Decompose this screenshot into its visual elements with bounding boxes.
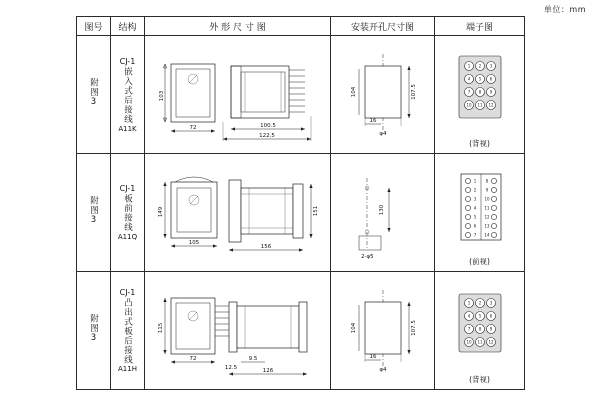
svg-text:2: 2 — [478, 300, 482, 306]
svg-text:149: 149 — [158, 206, 164, 218]
svg-text:107.5: 107.5 — [411, 320, 417, 336]
svg-text:115: 115 — [158, 322, 164, 334]
structure-model: CJ-1 — [119, 184, 136, 193]
fig-no-label: 附图3 — [88, 77, 99, 108]
cell-fig-no — [77, 272, 111, 390]
svg-text:3: 3 — [473, 196, 477, 202]
svg-text:12: 12 — [488, 339, 494, 345]
cell-mounting-drawing — [331, 272, 435, 390]
terminal-view-note: (背视) — [469, 139, 490, 148]
svg-text:1: 1 — [473, 178, 477, 184]
svg-text:φ4: φ4 — [379, 131, 387, 137]
structure-code: A11H — [118, 365, 137, 374]
svg-text:10: 10 — [466, 339, 472, 345]
cell-terminal-diagram — [435, 272, 525, 390]
svg-text:12: 12 — [484, 214, 490, 220]
svg-text:9: 9 — [485, 187, 489, 193]
table-row — [77, 272, 525, 390]
structure-desc: 凸出式板后接线 — [122, 297, 133, 365]
svg-text:5: 5 — [473, 214, 477, 220]
svg-text:3: 3 — [489, 63, 493, 69]
svg-text:16: 16 — [369, 118, 377, 124]
svg-text:12.5: 12.5 — [224, 365, 238, 371]
terminal-view-note: (前视) — [469, 257, 490, 266]
svg-text:6: 6 — [489, 76, 493, 82]
svg-text:11: 11 — [477, 339, 483, 345]
svg-text:4: 4 — [467, 76, 471, 82]
svg-text:2: 2 — [478, 63, 482, 69]
svg-text:12: 12 — [488, 102, 494, 108]
cell-outline-drawing — [145, 272, 331, 390]
svg-text:16: 16 — [369, 354, 377, 360]
svg-text:104: 104 — [351, 322, 357, 334]
cell-structure — [111, 272, 145, 390]
cell-structure — [111, 154, 145, 272]
svg-text:122.5: 122.5 — [259, 133, 275, 139]
fig-no-label: 附图3 — [88, 195, 99, 226]
svg-text:1: 1 — [467, 300, 471, 306]
column-header-outline: 外 形 尺 寸 图 — [145, 17, 331, 36]
column-header-structure: 结构 — [111, 17, 145, 36]
svg-text:7: 7 — [467, 89, 471, 95]
svg-text:72: 72 — [189, 356, 197, 362]
svg-text:2-φ5: 2-φ5 — [361, 254, 374, 260]
cell-outline-drawing — [145, 154, 331, 272]
svg-text:151: 151 — [313, 205, 319, 217]
svg-text:10: 10 — [466, 102, 472, 108]
structure-model: CJ-1 — [119, 287, 136, 297]
column-header-fig-no: 图号 — [77, 17, 111, 36]
svg-text:104: 104 — [351, 86, 357, 98]
structure-model: CJ-1 — [119, 56, 136, 66]
svg-text:126: 126 — [262, 368, 274, 374]
svg-text:105: 105 — [188, 240, 200, 246]
structure-code: A11Q — [117, 233, 138, 241]
svg-text:9: 9 — [489, 89, 493, 95]
svg-text:6: 6 — [473, 223, 477, 229]
cell-terminal-diagram — [435, 154, 525, 272]
cell-outline-drawing — [145, 36, 331, 154]
unit-note: 单位：mm — [543, 5, 586, 14]
specification-table — [76, 16, 525, 390]
svg-text:130: 130 — [379, 204, 385, 216]
table-row — [77, 36, 525, 154]
svg-text:9.5: 9.5 — [248, 356, 258, 362]
svg-text:φ4: φ4 — [379, 367, 387, 373]
svg-text:7: 7 — [467, 326, 471, 332]
svg-text:156: 156 — [260, 244, 272, 250]
svg-text:107.5: 107.5 — [411, 84, 417, 100]
terminal-view-note: (背视) — [469, 375, 490, 384]
svg-text:2: 2 — [473, 187, 477, 193]
svg-text:11: 11 — [477, 102, 483, 108]
table-header-row — [77, 17, 525, 36]
svg-text:100.5: 100.5 — [260, 123, 276, 129]
svg-text:13: 13 — [484, 223, 490, 229]
structure-code: A11K — [118, 124, 137, 133]
svg-text:6: 6 — [489, 313, 493, 319]
cell-fig-no — [77, 154, 111, 272]
svg-text:3: 3 — [489, 300, 493, 306]
svg-text:9: 9 — [489, 326, 493, 332]
svg-text:103: 103 — [159, 90, 165, 102]
structure-desc: 嵌入式后接线 — [122, 66, 133, 124]
table-row — [77, 154, 525, 272]
svg-text:7: 7 — [473, 232, 477, 238]
cell-mounting-drawing — [331, 36, 435, 154]
column-header-terminal: 端子图 — [435, 17, 525, 36]
svg-text:5: 5 — [478, 313, 482, 319]
svg-text:8: 8 — [478, 326, 482, 332]
svg-text:4: 4 — [467, 313, 471, 319]
column-header-mounting: 安装开孔尺寸图 — [331, 17, 435, 36]
cell-terminal-diagram — [435, 36, 525, 154]
cell-fig-no — [77, 36, 111, 154]
svg-text:1: 1 — [467, 63, 471, 69]
svg-text:14: 14 — [484, 232, 490, 238]
cell-mounting-drawing — [331, 154, 435, 272]
svg-text:8: 8 — [485, 178, 489, 184]
svg-text:8: 8 — [478, 89, 482, 95]
svg-text:5: 5 — [478, 76, 482, 82]
cell-structure — [111, 36, 145, 154]
fig-no-label: 附图3 — [88, 313, 99, 344]
svg-text:11: 11 — [484, 205, 490, 211]
svg-text:72: 72 — [189, 125, 197, 131]
svg-text:10: 10 — [484, 196, 490, 202]
svg-text:4: 4 — [473, 205, 477, 211]
structure-desc: 板前接线 — [122, 194, 133, 232]
